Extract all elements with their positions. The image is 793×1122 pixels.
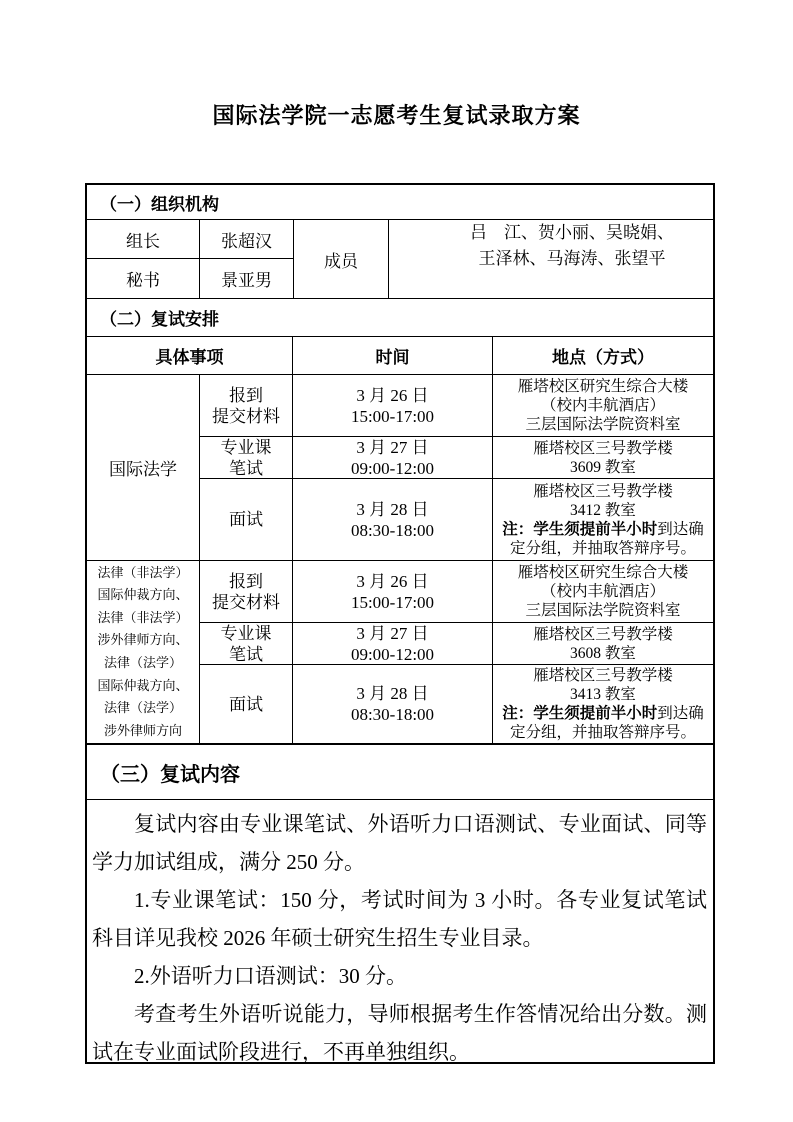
cell-line: 笔试 [229,458,263,478]
note-rest-part: 到达确定分组，并抽取答辩序号。 [509,705,704,741]
note-bold-part: 注：学生须提前半小时 [502,705,658,722]
cell-line: 专业课 [220,437,272,457]
cell-line: 3609 教室 [570,458,636,476]
note-rest-part: 到达确定分组，并抽取答辩序号。 [509,520,704,557]
schedule-place-cell [493,561,713,623]
org-members-label: 成员 [294,220,389,298]
cell-line: 雁塔校区三号教学楼 [533,482,673,500]
cell-line: 3 月 28 日 [356,684,429,703]
content-paragraphs [87,800,713,1071]
schedule-item-cell [200,561,293,623]
cell-line: 09:00-12:00 [350,458,435,478]
cell-line: 15:00-17:00 [350,406,435,426]
schedule-column-header [87,337,713,375]
group-name-line: 国际仲裁方向、 [97,677,189,693]
schedule-time-cell [293,479,493,561]
schedule-item-cell [200,623,293,665]
cell-line: 09:00-12:00 [350,644,435,664]
cell-line: （校内丰航酒店） [540,397,665,414]
content-paragraph: 1.专业课笔试：150 分，考试时间为 3 小时。各专业复试笔试科目详见我校 2026 年硕士研究生招生专业目录。 [92,888,707,950]
schedule-item-cell [200,375,293,437]
group-name-line: 法律（非法学） [97,609,189,625]
section-schedule-heading: （二）复试安排 [87,299,713,337]
content-paragraph: 复试内容由专业课笔试、外语听力口语测试、专业面试、同等学力加试组成，满分 250 分。 [92,812,707,874]
org-structure-table [87,220,713,299]
cell-line: 雁塔校区三号教学楼 [533,439,673,457]
schedule-item-cell [200,479,293,561]
content-paragraph: 考查考生外语听说能力，导师根据考生作答情况给出分数。测试在专业面试阶段进行，不再单独组织。 [92,1002,707,1064]
org-leader-name: 张超汉 [200,220,294,259]
cell-line: 3 月 26 日 [356,385,429,405]
schedule-time-cell [293,665,493,743]
arrival-note [495,704,711,742]
cell-line: 报到 [229,385,263,405]
schedule-place-cell [493,665,713,743]
schedule-place-cell [493,375,713,437]
cell-line: 三层国际法学院资料室 [525,602,681,619]
note-bold-part: 注：学生须提前半小时 [502,520,658,538]
cell-line: 笔试 [229,644,263,664]
cell-line: 三层国际法学院资料室 [525,416,681,433]
content-paragraph: 2.外语听力口语测试：30 分。 [134,964,407,988]
group-juris-master-name [87,561,200,743]
arrival-note [495,520,711,558]
schedule-place-cell [493,437,713,479]
cell-line: 3 月 27 日 [356,623,429,643]
org-members-line: 吕 江、贺小丽、吴晓娟、 [470,223,674,242]
group-name-line: 涉外律师方向 [103,722,182,738]
cell-line: 雁塔校区研究生综合大楼 [517,378,689,395]
cell-line: 3 月 28 日 [356,499,429,519]
schedule-table [87,375,713,745]
org-members-line: 王泽林、马海涛、张望平 [478,249,666,268]
org-members-names [389,220,713,298]
cell-line: 雁塔校区三号教学楼 [533,667,673,684]
cell-line: 3608 教室 [570,644,636,662]
cell-line: 雁塔校区研究生综合大楼 [517,564,689,581]
org-secretary-label: 秘书 [87,259,200,298]
cell-line: 面试 [229,510,263,529]
cell-line: 雁塔校区三号教学楼 [533,625,673,643]
schedule-time-cell [293,623,493,665]
cell-line: 15:00-17:00 [350,592,435,612]
cell-line: 提交材料 [212,592,280,612]
cell-line: 3 月 27 日 [356,437,429,457]
section-content-heading: （三）复试内容 [87,745,713,800]
schedule-item-cell [200,437,293,479]
org-secretary-name: 景亚男 [200,259,294,298]
schedule-place-cell [493,623,713,665]
schedule-time-cell [293,561,493,623]
group-name-line: 法律（非法学） [97,564,189,580]
col-header-item: 具体事项 [87,337,293,374]
cell-line: 3 月 26 日 [356,571,429,591]
cell-line: 08:30-18:00 [350,520,435,540]
col-header-time: 时间 [293,337,493,374]
group-name-line: 法律（法学） [103,655,182,670]
col-header-place: 地点（方式） [552,348,654,367]
group-international-law-name: 国际法学 [87,375,200,561]
group-name-line: 法律（法学） [103,700,182,716]
admission-plan-table [85,183,715,1064]
schedule-time-cell [293,437,493,479]
cell-line: 专业课 [220,623,272,643]
cell-line: 提交材料 [212,406,280,426]
cell-line: 3413 教室 [570,686,636,703]
org-leader-label: 组长 [87,220,200,259]
schedule-time-cell [293,375,493,437]
page-title: 国际法学院一志愿考生复试录取方案 [212,103,581,128]
group-name-line: 涉外律师方向、 [97,632,189,648]
section-org-heading: （一）组织机构 [87,185,713,220]
cell-line: 面试 [229,694,263,714]
schedule-item-cell [200,665,293,743]
group-name-line: 国际仲裁方向、 [97,587,189,603]
cell-line: 3412 教室 [570,501,636,519]
cell-line: （校内丰航酒店） [540,583,665,600]
cell-line: 08:30-18:00 [350,705,435,724]
cell-line: 报到 [229,571,263,591]
schedule-place-cell [493,479,713,561]
